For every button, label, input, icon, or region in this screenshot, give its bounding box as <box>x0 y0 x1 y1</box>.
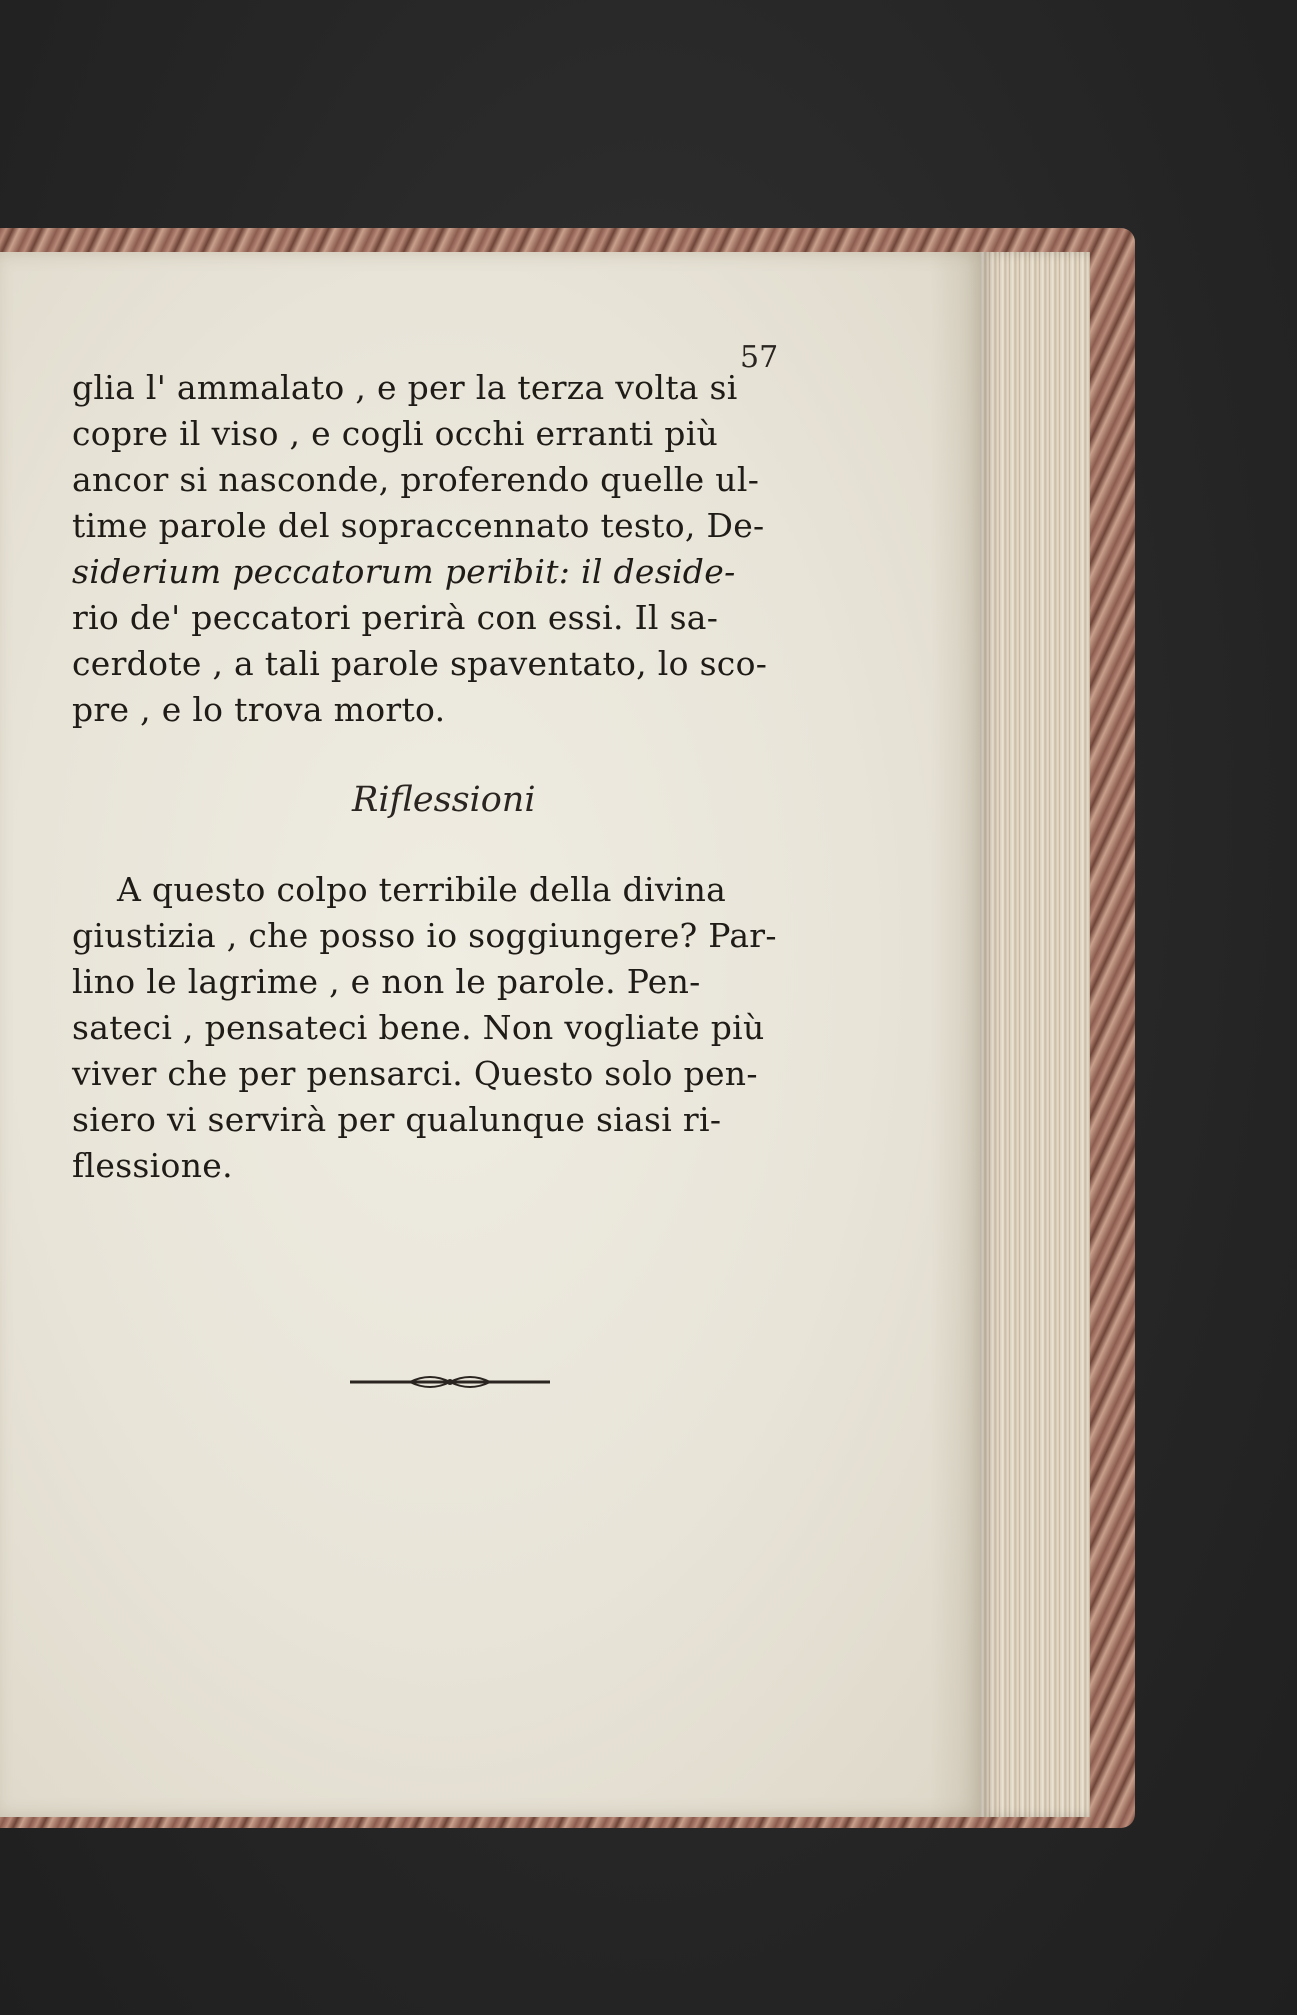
text-line: pre , e lo trova morto. <box>72 690 446 729</box>
paragraph-line: flessione. <box>72 1146 233 1185</box>
text-line: time parole del sopraccennato testo, De- <box>72 506 765 545</box>
text-line: cerdote , a tali parole spaventato, lo sco- <box>72 644 768 683</box>
paragraph-line: viver che per pensarci. Questo solo pen- <box>72 1054 758 1093</box>
text-line: copre il viso , e cogli occhi erranti più <box>72 414 719 453</box>
text-line: ancor si nasconde, proferendo quelle ul- <box>72 460 760 499</box>
text-line: rio de' peccatori perirà con essi. Il sa- <box>72 598 719 637</box>
page-number: 57 <box>740 340 779 375</box>
paragraph-line: sateci , pensateci bene. Non vogliate più <box>72 1008 765 1047</box>
decorative-rule-ornament <box>350 1370 550 1394</box>
section-heading: Riflessioni <box>352 780 536 820</box>
text-line: glia l' ammalato , e per la terza volta si <box>72 368 738 407</box>
text-line-latin: siderium peccatorum peribit: il deside- <box>72 552 736 591</box>
paragraph-line: A questo colpo terribile della divina <box>117 870 727 909</box>
paragraph-line: lino le lagrime , e non le parole. Pen- <box>72 962 701 1001</box>
paragraph-line: siero vi servirà per qualunque siasi ri- <box>72 1100 722 1139</box>
page-edges <box>980 252 1090 1817</box>
paragraph-line: giustizia , che posso io soggiungere? Par- <box>72 916 777 955</box>
